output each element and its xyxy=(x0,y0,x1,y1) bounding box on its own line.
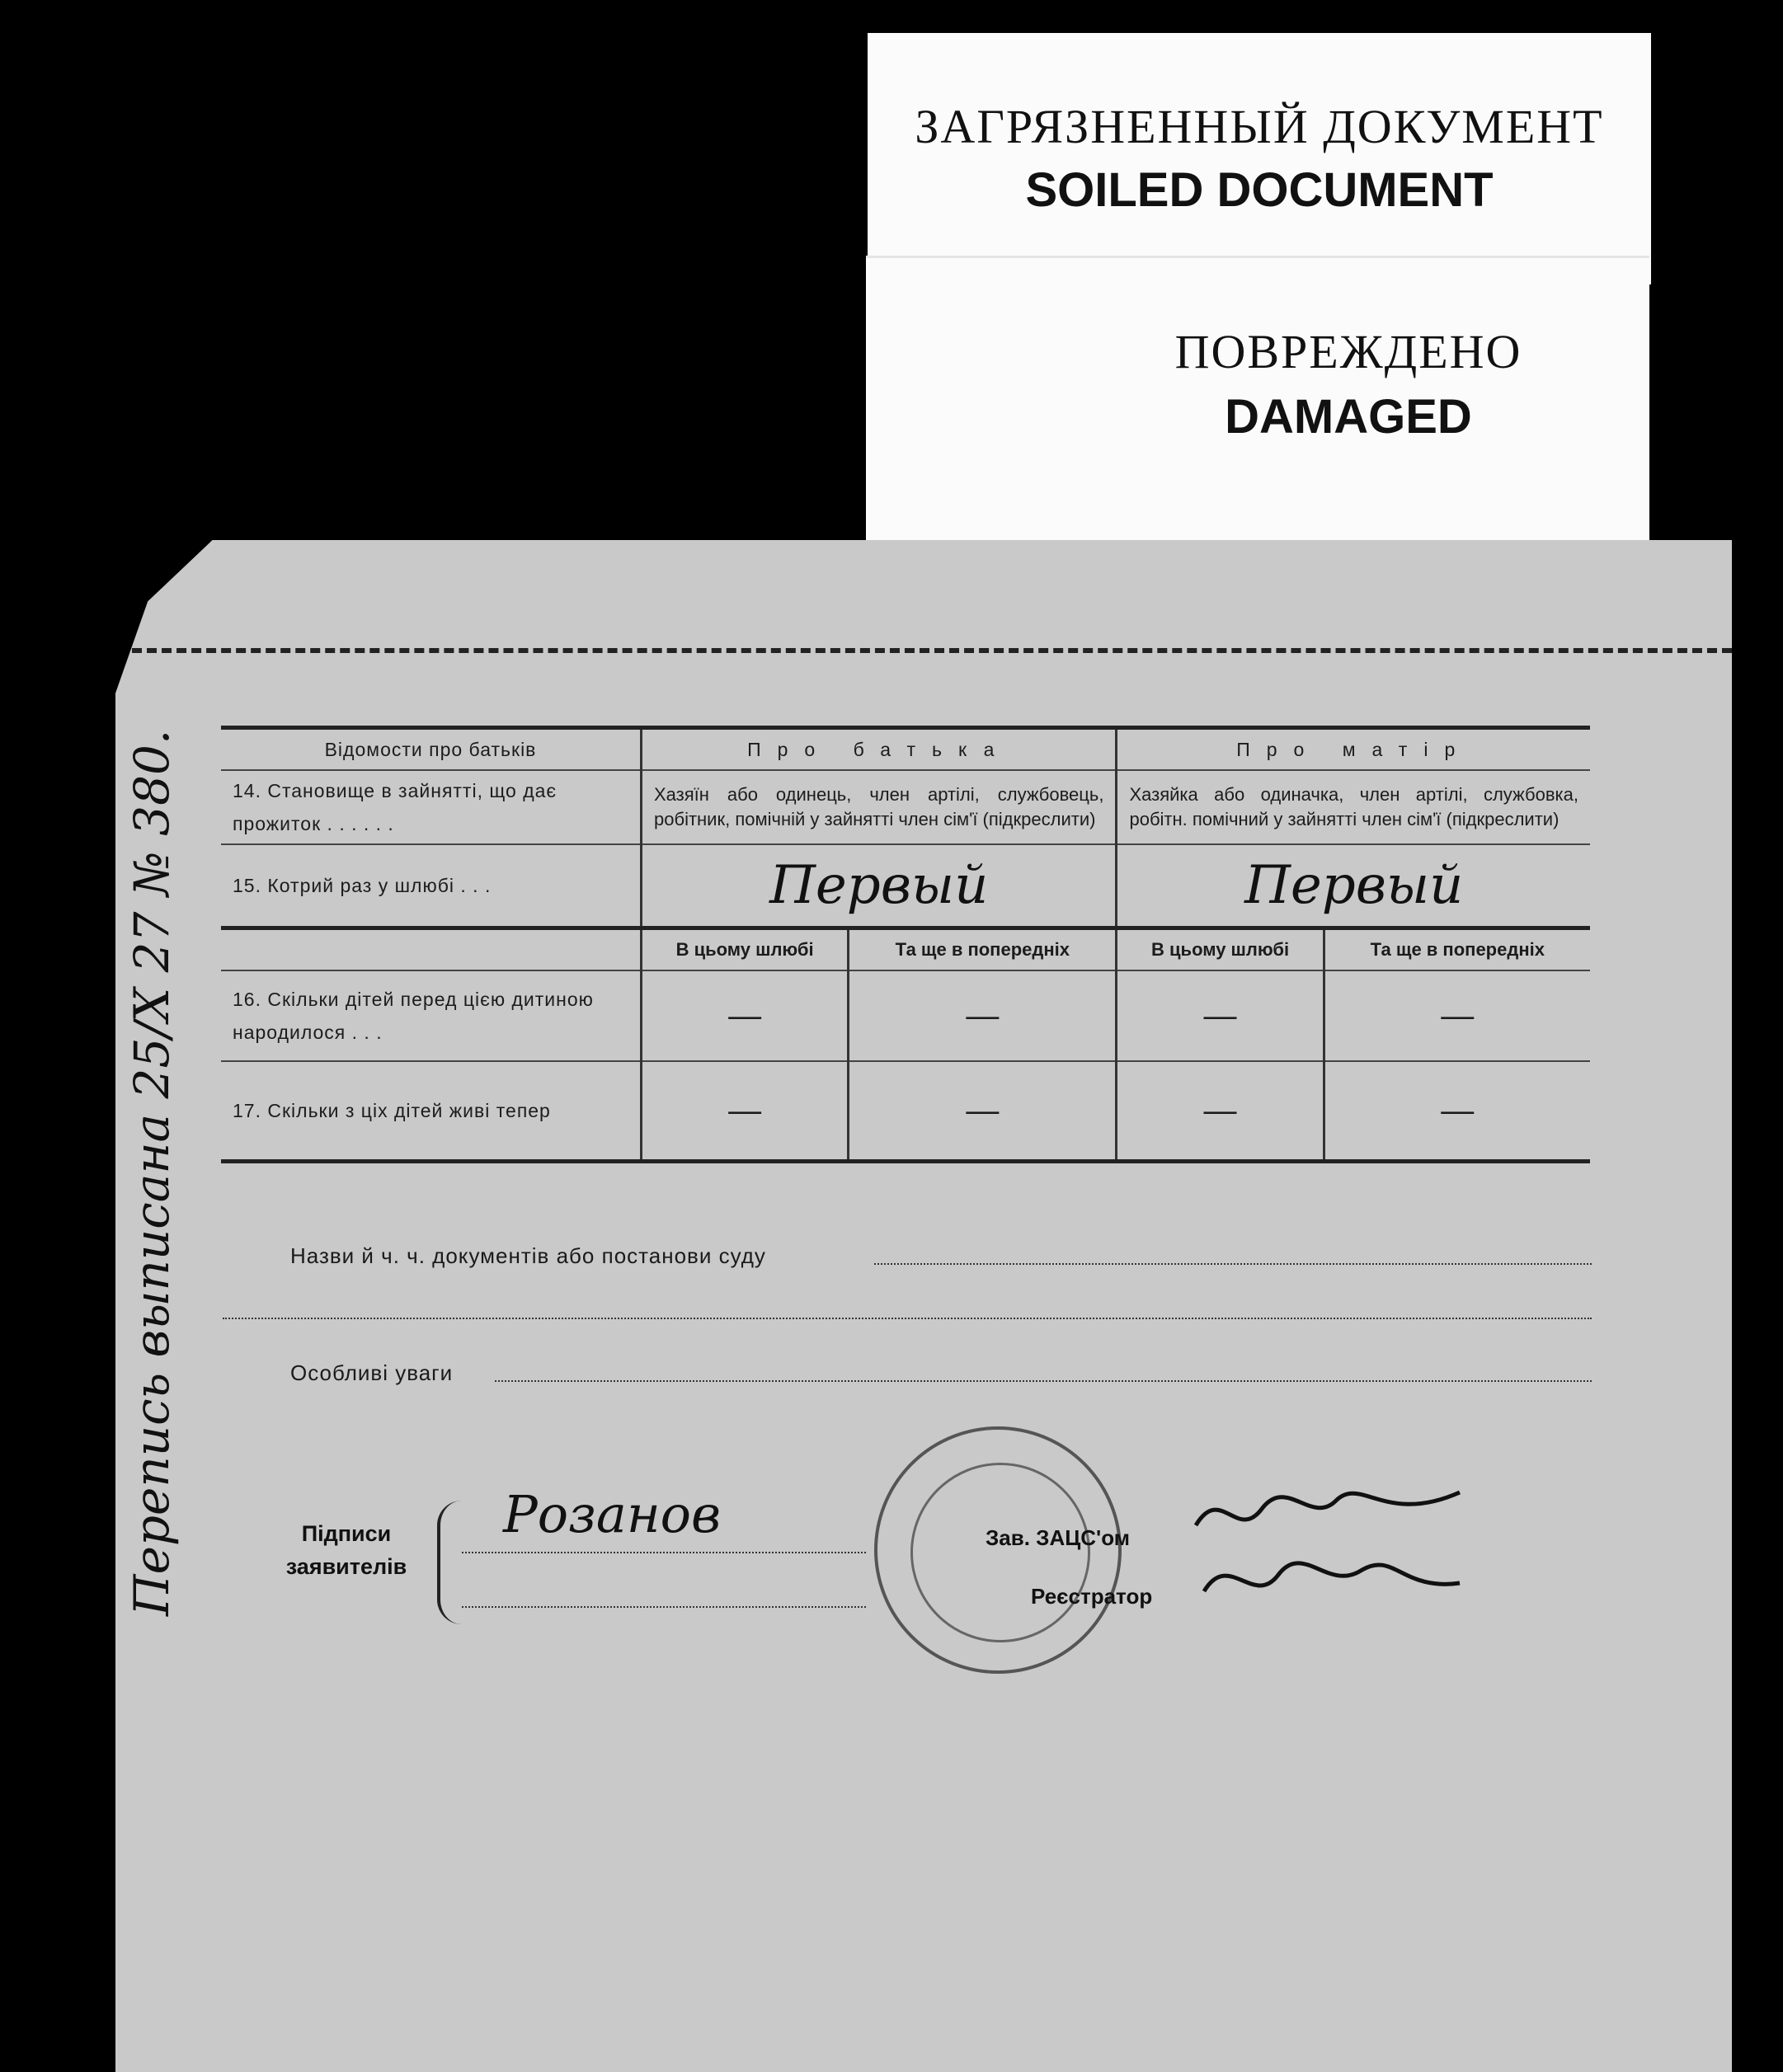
soiled-label-ru: ЗАГРЯЗНЕННЫЙ ДОКУМЕНТ xyxy=(915,100,1604,153)
damaged-document-label xyxy=(866,256,1649,555)
notes-dotted-line xyxy=(495,1380,1592,1382)
soiled-label-en: SOILED DOCUMENT xyxy=(1025,163,1494,217)
subheader-father-this-marriage: В цьому шлюбі xyxy=(642,928,849,971)
row16-mother-this: — xyxy=(1117,970,1324,1061)
documents-field-label: Назви й ч. ч. документів або постанови суду xyxy=(290,1243,766,1268)
row14-label: 14. Становище в зайнятті, що дає прожиток . . . . . . xyxy=(233,780,557,834)
notes-field-label: Особливі уваги xyxy=(290,1360,454,1385)
damaged-label-ru: ПОВРЕЖДЕНО xyxy=(1174,325,1522,378)
row17-mother-prev: — xyxy=(1324,1061,1590,1162)
margin-handwritten-note: Перепись выписана 25/X 27 № 380. xyxy=(124,729,180,1616)
row16-label: 16. Скільки дітей перед цією дитиною народилося . . . xyxy=(233,989,594,1043)
applicant-signature: Розанов xyxy=(503,1484,722,1544)
damaged-label-en: DAMAGED xyxy=(1225,390,1472,444)
row16-father-this: — xyxy=(642,970,849,1061)
table-subheader-row xyxy=(221,928,1590,971)
row16-mother-prev: — xyxy=(1324,970,1590,1061)
row15-father-handwriting: Первый xyxy=(642,844,1117,928)
row14-father-options: Хазяїн або одинець, член артілі, службовець, робітник, помічній у зайнятті член сім'ї (підкреслити) xyxy=(642,770,1117,844)
table-row-15 xyxy=(221,844,1590,928)
soiled-document-label xyxy=(868,33,1651,284)
row17-father-this: — xyxy=(642,1061,849,1162)
table-row-17 xyxy=(221,1061,1590,1162)
registrar-label: Реєстратор xyxy=(1031,1584,1153,1609)
table-header-row xyxy=(221,728,1590,771)
row17-father-prev: — xyxy=(849,1061,1117,1162)
subheader-empty xyxy=(221,928,642,971)
row17-mother-this: — xyxy=(1117,1061,1324,1162)
row17-label: 17. Скільки з ціх дітей живі тепер xyxy=(233,1100,551,1121)
row15-label: 15. Котрий раз у шлюбі . . . xyxy=(233,875,492,896)
row15-mother-handwriting: Первый xyxy=(1117,844,1590,928)
parents-info-table xyxy=(221,726,1590,1163)
official-signatures xyxy=(1188,1476,1468,1624)
documents-dotted-line xyxy=(874,1263,1592,1265)
perforation-line xyxy=(132,648,1732,653)
table-row-16 xyxy=(221,970,1590,1061)
header-mother: Про матір xyxy=(1117,728,1590,771)
documents-dotted-line-2 xyxy=(223,1318,1592,1319)
row14-mother-options: Хазяйка або одиначка, член артілі, службовка, робітн. помічний у зайнятті член сім'ї (підкреслити) xyxy=(1117,770,1590,844)
applicants-signature-label: Підписи заявителів xyxy=(285,1521,407,1579)
head-zags-label: Зав. ЗАЦС'ом xyxy=(986,1525,1130,1550)
subheader-mother-previous: Та ще в попередніх xyxy=(1324,928,1590,971)
applicants-brace xyxy=(437,1501,465,1624)
header-parents-info: Відомости про батьків xyxy=(324,738,537,760)
applicant-sig-line-1 xyxy=(462,1552,866,1553)
subheader-mother-this-marriage: В цьому шлюбі xyxy=(1117,928,1324,971)
row16-father-prev: — xyxy=(849,970,1117,1061)
applicant-sig-line-2 xyxy=(462,1606,866,1608)
header-father: Про батька xyxy=(642,728,1117,771)
table-row-14 xyxy=(221,770,1590,844)
subheader-father-previous: Та ще в попередніх xyxy=(849,928,1117,971)
